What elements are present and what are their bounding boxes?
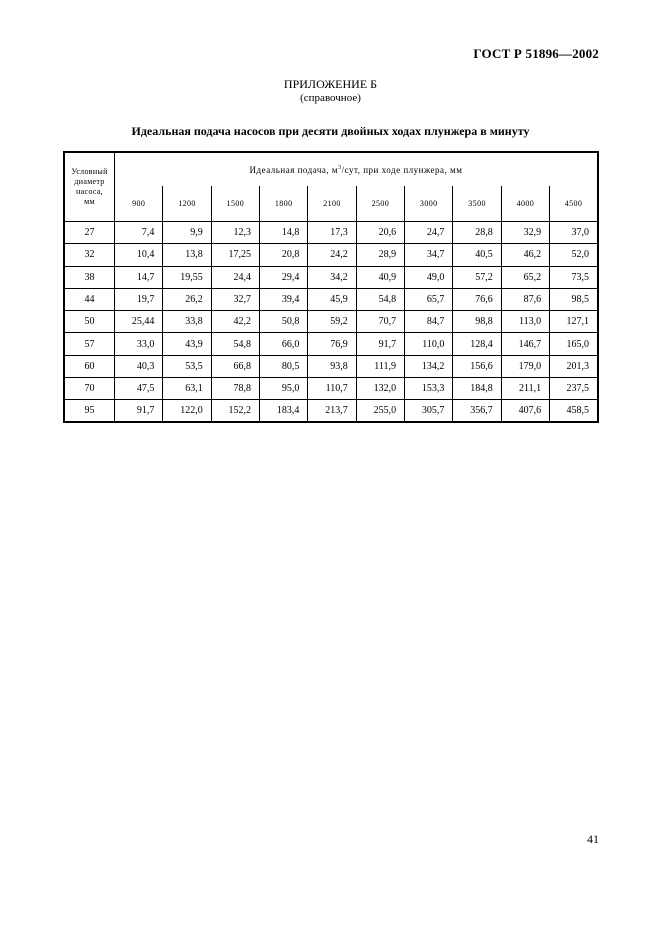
supply-cell: 132,0 [356, 378, 404, 400]
supply-cell: 40,3 [115, 355, 163, 377]
supply-cell: 65,2 [501, 266, 549, 288]
stroke-header-cell: 1800 [260, 186, 308, 221]
supply-cell: 32,7 [211, 288, 259, 310]
supply-cell: 63,1 [163, 378, 211, 400]
supply-cell: 19,55 [163, 266, 211, 288]
supply-cell: 54,8 [211, 333, 259, 355]
supply-header [115, 152, 599, 186]
table-body [64, 222, 598, 423]
supply-header-unit: /сут, при ходе плунжера, мм [341, 164, 463, 175]
supply-cell: 40,9 [356, 266, 404, 288]
supply-cell: 10,4 [115, 244, 163, 266]
supply-header-text: Идеальная подача, м [249, 164, 339, 175]
stroke-header-cell: 4500 [550, 186, 598, 221]
supply-cell: 184,8 [453, 378, 501, 400]
supply-cell: 59,2 [308, 311, 356, 333]
table-row [64, 222, 598, 244]
supply-cell: 26,2 [163, 288, 211, 310]
table-caption: Идеальная подача насосов при десяти двойных ходах плунжера в минуту [131, 124, 530, 138]
supply-cell: 156,6 [453, 355, 501, 377]
supply-cell: 12,3 [211, 222, 259, 244]
supply-cell: 14,8 [260, 222, 308, 244]
supply-cell: 20,8 [260, 244, 308, 266]
annex-title: ПРИЛОЖЕНИЕ Б [283, 77, 378, 91]
supply-cell: 37,0 [550, 222, 598, 244]
supply-cell: 47,5 [115, 378, 163, 400]
supply-cell: 28,8 [453, 222, 501, 244]
supply-cell: 110,0 [405, 333, 453, 355]
supply-cell: 98,8 [453, 311, 501, 333]
supply-cell: 20,6 [356, 222, 404, 244]
supply-cell: 42,2 [211, 311, 259, 333]
stroke-header-cell: 3000 [405, 186, 453, 221]
supply-cell: 211,1 [501, 378, 549, 400]
stroke-header-cell: 4000 [501, 186, 549, 221]
supply-cell: 113,0 [501, 311, 549, 333]
supply-cell: 165,0 [550, 333, 598, 355]
supply-cell: 34,7 [405, 244, 453, 266]
supply-cell: 9,9 [163, 222, 211, 244]
supply-cell: 40,5 [453, 244, 501, 266]
supply-cell: 91,7 [356, 333, 404, 355]
stroke-header-row [64, 186, 598, 221]
supply-header-exponent: 3 [338, 164, 342, 171]
supply-cell: 24,7 [405, 222, 453, 244]
supply-cell: 73,5 [550, 266, 598, 288]
supply-cell: 34,2 [308, 266, 356, 288]
table-row [64, 288, 598, 310]
supply-cell: 128,4 [453, 333, 501, 355]
diameter-cell: 50 [64, 311, 115, 333]
supply-cell: 111,9 [356, 355, 404, 377]
diameter-cell: 70 [64, 378, 115, 400]
supply-cell: 179,0 [501, 355, 549, 377]
supply-cell: 356,7 [453, 400, 501, 422]
diameter-header-line: насоса, [76, 187, 103, 196]
supply-cell: 76,9 [308, 333, 356, 355]
annex-heading [0, 77, 661, 105]
supply-cell: 122,0 [163, 400, 211, 422]
supply-cell: 24,2 [308, 244, 356, 266]
table-row [64, 355, 598, 377]
supply-cell: 91,7 [115, 400, 163, 422]
diameter-cell: 27 [64, 222, 115, 244]
table-row [64, 400, 598, 422]
supply-cell: 146,7 [501, 333, 549, 355]
page-number: 41 [587, 832, 599, 846]
supply-table [63, 151, 599, 423]
supply-cell: 17,3 [308, 222, 356, 244]
diameter-cell: 44 [64, 288, 115, 310]
supply-cell: 46,2 [501, 244, 549, 266]
supply-cell: 255,0 [356, 400, 404, 422]
supply-cell: 65,7 [405, 288, 453, 310]
supply-cell: 49,0 [405, 266, 453, 288]
supply-cell: 33,0 [115, 333, 163, 355]
supply-cell: 76,6 [453, 288, 501, 310]
diameter-header-line: мм [84, 197, 95, 206]
supply-cell: 80,5 [260, 355, 308, 377]
stroke-header-cell: 1200 [163, 186, 211, 221]
supply-cell: 52,0 [550, 244, 598, 266]
supply-cell: 54,8 [356, 288, 404, 310]
supply-cell: 237,5 [550, 378, 598, 400]
supply-cell: 407,6 [501, 400, 549, 422]
supply-cell: 14,7 [115, 266, 163, 288]
supply-cell: 32,9 [501, 222, 549, 244]
supply-cell: 134,2 [405, 355, 453, 377]
diameter-cell: 38 [64, 266, 115, 288]
table-row [64, 311, 598, 333]
supply-cell: 213,7 [308, 400, 356, 422]
diameter-header [64, 152, 115, 222]
supply-cell: 66,8 [211, 355, 259, 377]
annex-subtitle: (справочное) [300, 92, 361, 104]
supply-cell: 24,4 [211, 266, 259, 288]
supply-cell: 39,4 [260, 288, 308, 310]
supply-cell: 13,8 [163, 244, 211, 266]
supply-cell: 87,6 [501, 288, 549, 310]
stroke-header-cell: 1500 [211, 186, 259, 221]
supply-cell: 201,3 [550, 355, 598, 377]
supply-cell: 29,4 [260, 266, 308, 288]
supply-cell: 110,7 [308, 378, 356, 400]
stroke-header-cell: 2500 [356, 186, 404, 221]
table-row [64, 333, 598, 355]
diameter-cell: 32 [64, 244, 115, 266]
supply-cell: 17,25 [211, 244, 259, 266]
supply-cell: 93,8 [308, 355, 356, 377]
diameter-cell: 95 [64, 400, 115, 422]
supply-cell: 19,7 [115, 288, 163, 310]
supply-cell: 25,44 [115, 311, 163, 333]
supply-cell: 98,5 [550, 288, 598, 310]
stroke-header-cell: 900 [115, 186, 163, 221]
diameter-cell: 57 [64, 333, 115, 355]
supply-cell: 78,8 [211, 378, 259, 400]
table-row [64, 244, 598, 266]
supply-cell: 84,7 [405, 311, 453, 333]
supply-cell: 53,5 [163, 355, 211, 377]
supply-cell: 183,4 [260, 400, 308, 422]
diameter-header-line: диаметр [74, 177, 105, 186]
supply-cell: 50,8 [260, 311, 308, 333]
supply-cell: 43,9 [163, 333, 211, 355]
stroke-header-cell: 3500 [453, 186, 501, 221]
supply-cell: 127,1 [550, 311, 598, 333]
supply-cell: 458,5 [550, 400, 598, 422]
supply-cell: 7,4 [115, 222, 163, 244]
stroke-header-cell: 2100 [308, 186, 356, 221]
supply-cell: 57,2 [453, 266, 501, 288]
document-id: ГОСТ Р 51896—2002 [473, 46, 599, 61]
supply-cell: 152,2 [211, 400, 259, 422]
diameter-header-line: Условный [71, 167, 108, 176]
supply-cell: 45,9 [308, 288, 356, 310]
supply-cell: 66,0 [260, 333, 308, 355]
diameter-cell: 60 [64, 355, 115, 377]
supply-cell: 33,8 [163, 311, 211, 333]
supply-cell: 305,7 [405, 400, 453, 422]
supply-cell: 70,7 [356, 311, 404, 333]
table-row [64, 266, 598, 288]
supply-cell: 153,3 [405, 378, 453, 400]
supply-cell: 95,0 [260, 378, 308, 400]
table-row [64, 378, 598, 400]
supply-cell: 28,9 [356, 244, 404, 266]
